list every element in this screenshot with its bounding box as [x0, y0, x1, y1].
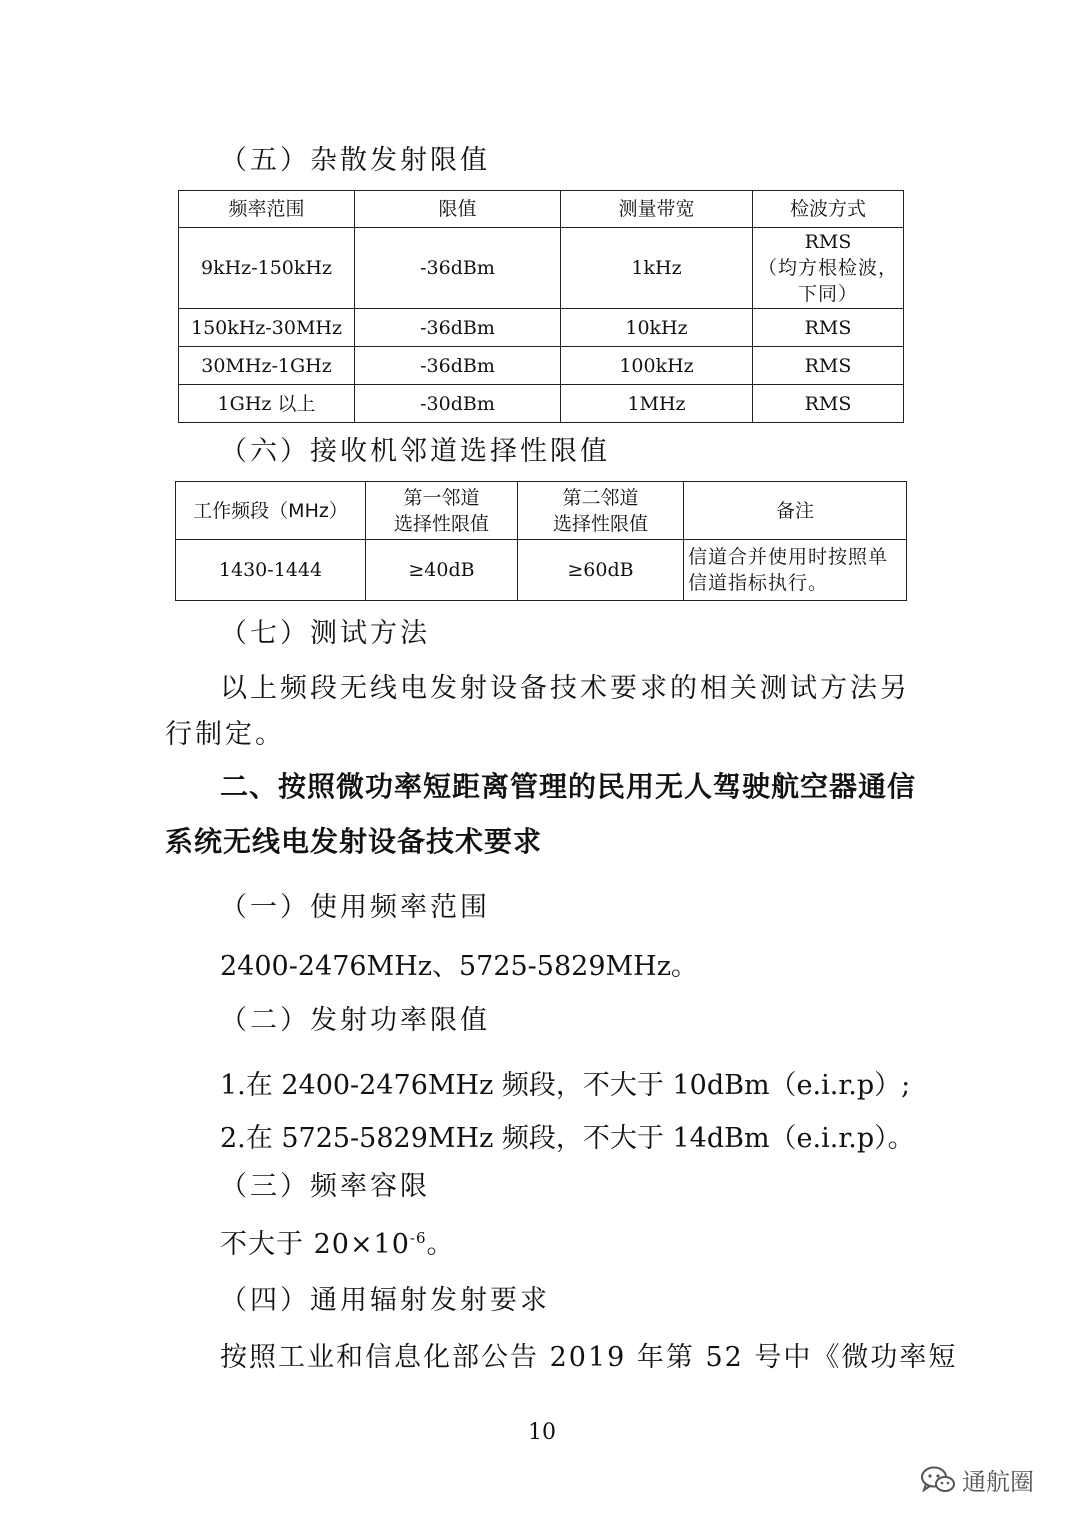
sub2-item1: 1.在 2400-2476MHz 频段，不大于 10dBm（e.i.r.p）; [220, 1070, 911, 1101]
cell-limit: -36dBm [355, 228, 561, 309]
cell-freq: 9kHz-150kHz [179, 228, 355, 309]
cell-limit: -30dBm [355, 385, 561, 423]
rms-note-line2: 下同） [797, 283, 858, 305]
table-row [179, 347, 904, 385]
note-line2: 信道指标执行。 [688, 572, 829, 594]
table-row [179, 385, 904, 423]
page-number: 10 [528, 1420, 556, 1445]
part2-title-line1: 二、按照微功率短距离管理的民用无人驾驶航空器通信 [220, 770, 917, 803]
header-second-line2: 选择性限值 [552, 512, 648, 535]
header-note: 备注 [684, 482, 907, 540]
header-detection: 检波方式 [753, 191, 904, 228]
note-line1: 信道合并使用时按照单 [688, 546, 889, 568]
header-first-line1: 第一邻道 [403, 486, 480, 509]
table-row [179, 309, 904, 347]
header-freq-range: 频率范围 [179, 191, 355, 228]
cell-freq: 150kHz-30MHz [179, 309, 355, 347]
header-limit: 限值 [355, 191, 561, 228]
cell-note [684, 540, 907, 601]
cell-bandwidth: 100kHz [561, 347, 753, 385]
cell-second-adjacent: ≥60dB [518, 540, 684, 601]
sub2-heading: （二）发射功率限值 [220, 1005, 490, 1036]
cell-limit: -36dBm [355, 309, 561, 347]
sub1-text: 2400-2476MHz、5725-5829MHz。 [220, 951, 698, 982]
header-bandwidth: 测量带宽 [561, 191, 753, 228]
cell-freq: 1GHz 以上 [179, 385, 355, 423]
cell-detection: RMS [753, 309, 904, 347]
cell-limit: -36dBm [355, 347, 561, 385]
spurious-emission-table [178, 190, 904, 423]
wechat-icon [920, 1465, 956, 1495]
sub1-heading: （一）使用频率范围 [220, 892, 490, 923]
cell-band: 1430-1444 [176, 540, 366, 601]
rms-note-line1: （均方根检波， [757, 257, 898, 279]
sub4-heading: （四）通用辐射发射要求 [220, 1285, 550, 1316]
section5-heading: （五）杂散发射限值 [220, 145, 490, 176]
cell-bandwidth: 1kHz [561, 228, 753, 309]
section6-heading: （六）接收机邻道选择性限值 [220, 436, 610, 467]
sub3-exponent: -6 [409, 1229, 427, 1247]
table-header-row [179, 191, 904, 228]
table-row [176, 540, 907, 601]
table-header-row [176, 482, 907, 540]
cell-detection: RMS [753, 347, 904, 385]
header-second-adjacent [518, 482, 684, 540]
section7-heading: （七）测试方法 [220, 618, 430, 649]
sub2-item2: 2.在 5725-5829MHz 频段，不大于 14dBm（e.i.r.p）。 [220, 1123, 915, 1154]
cell-freq: 30MHz-1GHz [179, 347, 355, 385]
sub3-text [220, 1222, 455, 1261]
rms-label: RMS [804, 231, 852, 253]
sub3-text-prefix: 不大于 20×10 [220, 1229, 410, 1260]
cell-first-adjacent: ≥40dB [366, 540, 518, 601]
section7-para-line2: 行制定。 [165, 719, 285, 750]
cell-detection: RMS [753, 385, 904, 423]
adjacent-channel-table [175, 481, 907, 601]
sub3-text-suffix: 。 [426, 1229, 455, 1260]
part2-title-line2: 系统无线电发射设备技术要求 [165, 825, 543, 858]
watermark-text: 通航圈 [962, 1468, 1034, 1496]
header-band: 工作频段（MHz） [176, 482, 366, 540]
cell-bandwidth: 1MHz [561, 385, 753, 423]
table-row [179, 228, 904, 309]
header-second-line1: 第二邻道 [562, 486, 639, 509]
section7-para-line1: 以上频段无线电发射设备技术要求的相关测试方法另 [220, 673, 910, 704]
sub4-text: 按照工业和信息化部公告 2019 年第 52 号中《微功率短 [220, 1342, 958, 1373]
sub3-heading: （三）频率容限 [220, 1171, 430, 1202]
watermark [920, 1462, 1034, 1497]
cell-detection [753, 228, 904, 309]
header-first-adjacent [366, 482, 518, 540]
header-first-line2: 选择性限值 [393, 512, 489, 535]
cell-bandwidth: 10kHz [561, 309, 753, 347]
